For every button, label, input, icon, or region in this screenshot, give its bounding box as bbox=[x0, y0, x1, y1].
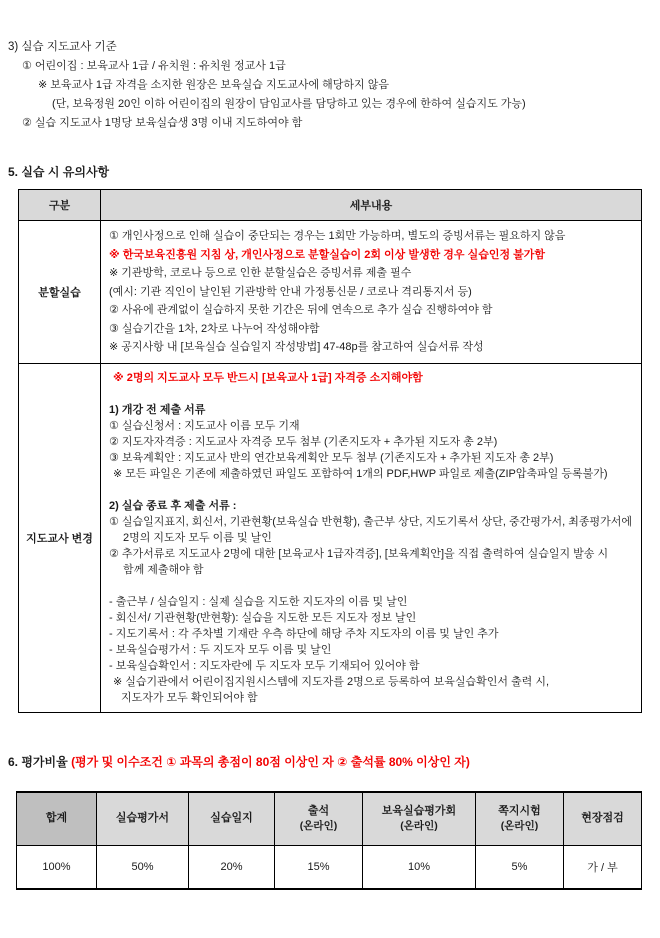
text-line: ② 실습 지도교사 1명당 보육실습생 3명 이내 지도하여야 함 bbox=[22, 117, 303, 129]
column-header bbox=[189, 792, 275, 846]
table-row bbox=[19, 363, 642, 712]
section-evaluation-ratio bbox=[0, 713, 660, 890]
evaluation-ratio-table bbox=[16, 791, 642, 890]
section-practicum-precautions bbox=[0, 133, 660, 713]
ratio-value-cell: 5% bbox=[476, 845, 564, 889]
column-header-sublabel: (온라인) bbox=[299, 820, 338, 832]
column-header-category: 구분 bbox=[19, 190, 101, 221]
text-line: 지도자가 모두 확인되어야 함 bbox=[121, 691, 258, 704]
section-6-pass-conditions-note: (평가 및 이수조건 ① 과목의 총점이 80점 이상인 자 ② 출석률 80% 이상인 자) bbox=[71, 754, 470, 769]
text-line: ③ 실습기간을 1차, 2차로 나누어 작성해야함 bbox=[109, 322, 320, 335]
text-line: ※ 공지사항 내 [보육실습 실습일지 작성방법] 47-48p를 참고하여 실습서류 작성 bbox=[109, 341, 484, 353]
column-header-label: 보육실습평가회 bbox=[381, 805, 457, 817]
row-details bbox=[101, 363, 642, 712]
column-header-details: 세부내용 bbox=[101, 190, 642, 221]
column-header-label: 합계 bbox=[45, 812, 68, 824]
text-line: ③ 보육계획안 : 지도교사 반의 연간보육계획안 모두 첨부 (기존지도자 + 추가된 지도자 총 2부) bbox=[109, 451, 554, 464]
ratio-value-cell: 가 / 부 bbox=[564, 845, 642, 889]
section-6-title: 6. 평가비율 bbox=[8, 754, 68, 769]
text-line: - 보육실습평가서 : 두 지도자 모두 이름 및 날인 bbox=[109, 643, 332, 656]
text-line: ※ 실습기관에서 어린이집지원시스템에 지도자를 2명으로 등록하여 보육실습확인서 출력 시, bbox=[113, 675, 549, 688]
ratio-value-cell: 15% bbox=[275, 845, 363, 889]
column-header bbox=[97, 792, 189, 846]
text-line: 함께 제출해야 함 bbox=[123, 563, 204, 576]
column-header-label: 실습일지 bbox=[210, 812, 253, 824]
text-line: 2명의 지도자 모두 이름 및 날인 bbox=[123, 531, 272, 544]
text-line: ② 사유에 관계없이 실습하지 못한 기간은 뒤에 연속으로 추가 실습 진행하여야 함 bbox=[109, 304, 493, 316]
column-header-sublabel: (온라인) bbox=[500, 820, 539, 832]
column-header bbox=[363, 792, 476, 846]
section-3-title: 3) 실습 지도교사 기준 bbox=[8, 41, 117, 53]
text-line: (예시: 기관 직인이 날인된 기관방학 안내 가정통신문 / 코로나 격리통지서 등) bbox=[109, 285, 472, 298]
text-line: ① 실습일지표지, 회신서, 기관현황(보육실습 반현황), 출근부 상단, 지도기록서 상단, 중간평가서, 최종평가서에 bbox=[109, 515, 633, 528]
text-line: ※ 보육교사 1급 자격을 소지한 원장은 보육실습 지도교사에 해당하지 않음 bbox=[38, 79, 389, 91]
text-line: ① 개인사정으로 인해 실습이 중단되는 경우는 1회만 가능하며, 별도의 증빙서류는 필요하지 않음 bbox=[109, 230, 566, 242]
text-line: ※ 모든 파일은 기존에 제출하였던 파일도 포함하여 1개의 PDF,HWP 파일로 제출(ZIP압축파일 등록불가) bbox=[113, 467, 608, 480]
evaluation-table-value-row bbox=[17, 845, 642, 889]
ratio-value-cell: 10% bbox=[363, 845, 476, 889]
section-6-title-row bbox=[8, 753, 660, 771]
row-label: 지도교사 변경 bbox=[19, 363, 101, 712]
section-practicum-teacher-criteria bbox=[0, 0, 660, 133]
text-line: ① 어린이집 : 보육교사 1급 / 유치원 : 유치원 정교사 1급 bbox=[22, 60, 286, 72]
ratio-value-cell: 100% bbox=[17, 845, 97, 889]
text-line: ※ 2명의 지도교사 모두 반드시 [보육교사 1급] 자격증 소지해야함 bbox=[113, 371, 423, 384]
text-line: - 보육실습확인서 : 지도자란에 두 지도자 모두 기재되어 있어야 함 bbox=[109, 659, 420, 672]
column-header bbox=[275, 792, 363, 846]
ratio-value-cell: 20% bbox=[189, 845, 275, 889]
column-header-label: 출석 bbox=[307, 805, 330, 817]
column-header-sublabel: (온라인) bbox=[400, 820, 438, 832]
text-line: (단, 보육정원 20인 이하 어린이집의 원장이 담임교사를 담당하고 있는 경우에 한하여 실습지도 가능) bbox=[52, 98, 526, 110]
text-line: 1) 개강 전 제출 서류 bbox=[109, 403, 206, 416]
column-header bbox=[17, 792, 97, 846]
ratio-value-cell: 50% bbox=[97, 845, 189, 889]
column-header-label: 쪽지시험 bbox=[498, 805, 541, 817]
text-line: ② 지도자자격증 : 지도교사 자격증 모두 첨부 (기존지도자 + 추가된 지도자 총 2부) bbox=[109, 435, 498, 448]
text-line: - 회신서/ 기관현황(반현황): 실습을 지도한 모든 지도자 정보 날인 bbox=[109, 611, 417, 624]
text-line: ※ 한국보육진흥원 지침 상, 개인사정으로 분할실습이 2회 이상 발생한 경우 실습인정 불가함 bbox=[109, 248, 546, 261]
table-row bbox=[19, 221, 642, 364]
text-line: ② 추가서류로 지도교사 2명에 대한 [보육교사 1급자격증], [보육계획안]을 직접 출력하여 실습일지 발송 시 bbox=[109, 547, 609, 560]
text-line: - 출근부 / 실습일지 : 실제 실습을 지도한 지도자의 이름 및 날인 bbox=[109, 595, 408, 608]
column-header bbox=[476, 792, 564, 846]
text-line: ① 실습신청서 : 지도교사 이름 모두 기재 bbox=[109, 419, 300, 432]
text-line: ※ 기관방학, 코로나 등으로 인한 분할실습은 증빙서류 제출 필수 bbox=[109, 267, 412, 279]
row-label: 분할실습 bbox=[19, 221, 101, 364]
column-header-label: 현장점검 bbox=[581, 812, 624, 824]
section-5-title: 5. 실습 시 유의사항 bbox=[8, 165, 110, 179]
column-header-label: 실습평가서 bbox=[115, 812, 170, 824]
precautions-table bbox=[18, 189, 642, 713]
evaluation-table-header-row bbox=[17, 792, 642, 846]
text-line: 2) 실습 종료 후 제출 서류 : bbox=[109, 499, 237, 512]
section-3-lines bbox=[8, 57, 660, 133]
precautions-table-header-row bbox=[19, 190, 642, 221]
column-header bbox=[564, 792, 642, 846]
row-details bbox=[101, 221, 642, 364]
text-line: - 지도기록서 : 각 주차별 기재란 우측 하단에 해당 주차 지도자의 이름 및 날인 추가 bbox=[109, 627, 499, 640]
